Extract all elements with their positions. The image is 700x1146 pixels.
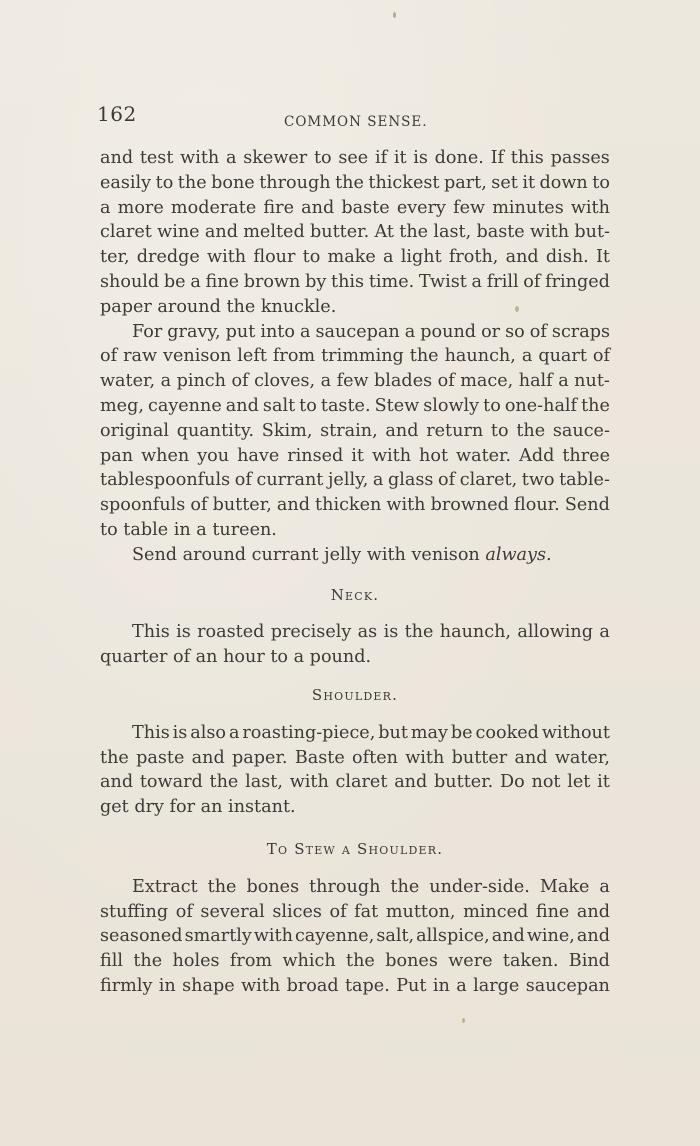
- word: Bind: [568, 951, 610, 972]
- paragraph-shoulder: [100, 721, 610, 820]
- word: baste: [476, 222, 525, 243]
- word: and: [100, 148, 134, 168]
- word: of: [437, 371, 455, 392]
- word: one-half: [504, 395, 578, 416]
- word: with: [405, 747, 445, 768]
- word: the: [133, 951, 163, 972]
- word: bones: [385, 951, 438, 972]
- word: a: [456, 975, 467, 996]
- word: and: [204, 222, 238, 243]
- text-line: [100, 369, 610, 394]
- word: table-: [559, 470, 610, 491]
- word: pound: [420, 321, 477, 342]
- word: water.: [456, 445, 512, 466]
- line-text: paper around the knuckle.: [100, 296, 337, 317]
- word: a: [299, 321, 311, 342]
- word: a: [599, 876, 610, 897]
- word: thicken: [315, 495, 382, 516]
- word: a: [100, 197, 111, 218]
- word: cayenne,: [294, 926, 375, 947]
- word: to: [313, 148, 332, 168]
- word: flour: [253, 247, 296, 268]
- word: slowly: [423, 395, 480, 416]
- word: and: [576, 926, 610, 947]
- word: this: [331, 271, 365, 292]
- word: saucepan: [315, 321, 400, 342]
- word: rinsed: [287, 445, 344, 466]
- word: and: [394, 772, 428, 793]
- word: cooked: [475, 722, 539, 743]
- word: pan: [100, 445, 134, 466]
- text-line: [100, 146, 610, 171]
- text-line: [100, 493, 610, 518]
- word: blades: [374, 371, 433, 392]
- word: mace,: [460, 371, 514, 392]
- word: set: [491, 172, 518, 193]
- word: with: [570, 197, 610, 218]
- word: hot: [419, 445, 449, 466]
- word: done.: [434, 148, 484, 168]
- word: butter.: [310, 222, 370, 243]
- word: and: [191, 747, 225, 768]
- word: Skim,: [261, 420, 313, 441]
- text-line: [100, 746, 610, 771]
- word: bones: [246, 876, 300, 897]
- word: the: [177, 172, 207, 193]
- word: melted: [243, 222, 305, 243]
- word: fringed: [545, 271, 610, 292]
- word: into: [260, 321, 295, 342]
- word: raw: [123, 346, 158, 367]
- paragraph-stew-shoulder: [100, 875, 610, 999]
- word: to: [302, 247, 321, 268]
- text-line: [100, 770, 610, 795]
- word: part,: [443, 172, 487, 193]
- word: ter,: [100, 247, 130, 268]
- word: For: [132, 321, 163, 342]
- word: gravy,: [167, 321, 221, 342]
- word: haunch,: [444, 346, 516, 367]
- word: Do: [500, 772, 525, 793]
- word: the: [516, 420, 546, 441]
- word: stuffing: [100, 901, 169, 922]
- word: roasting-piece,: [242, 722, 376, 743]
- text-line: [100, 645, 610, 670]
- word: Send: [564, 495, 610, 516]
- word: every: [396, 197, 446, 218]
- word: when: [141, 445, 190, 466]
- paper-speck: [515, 306, 519, 312]
- word: if: [374, 148, 388, 168]
- word: of: [529, 321, 547, 342]
- word: dredge: [136, 247, 200, 268]
- word: through: [259, 172, 331, 193]
- word: of: [190, 495, 208, 516]
- word: jelly,: [327, 470, 369, 491]
- word: return: [426, 420, 484, 441]
- text-line: [100, 924, 610, 949]
- word: time.: [368, 271, 415, 292]
- text-line: [100, 220, 610, 245]
- word: a: [320, 371, 332, 392]
- word: a: [404, 321, 416, 342]
- word: butter: [451, 747, 508, 768]
- word: the: [409, 346, 439, 367]
- word: baste: [341, 197, 390, 218]
- word: tablespoonfuls: [100, 470, 231, 491]
- paragraph-currant-jelly: [100, 543, 610, 568]
- word: as: [357, 622, 378, 643]
- word: the: [346, 951, 375, 972]
- text-line: [100, 196, 610, 221]
- paragraph-basting: [100, 146, 610, 320]
- word: Add: [519, 445, 555, 466]
- word: claret: [335, 772, 388, 793]
- word: of: [329, 901, 347, 922]
- word: of: [523, 271, 541, 292]
- word: flour.: [514, 495, 560, 516]
- word: quart: [538, 346, 587, 367]
- word: see: [338, 148, 369, 168]
- text-line: [100, 320, 610, 345]
- paragraph-neck: [100, 620, 610, 670]
- word: claret,: [459, 470, 518, 491]
- word: should: [100, 271, 160, 292]
- word: sauce-: [552, 420, 610, 441]
- word: firmly: [100, 975, 153, 996]
- word: fill: [100, 951, 123, 972]
- word: from: [272, 346, 316, 367]
- word: a: [599, 622, 610, 643]
- word: a: [225, 148, 237, 168]
- word: half: [518, 371, 553, 392]
- word: fine: [535, 901, 570, 922]
- word: is: [383, 622, 399, 643]
- word: three: [562, 445, 610, 466]
- word: minced: [463, 901, 529, 922]
- word: It: [595, 247, 610, 268]
- word: quantity.: [176, 420, 255, 441]
- text-line: [100, 444, 610, 469]
- page-number: 162: [97, 102, 137, 126]
- word: be: [450, 722, 473, 743]
- word: large: [473, 975, 520, 996]
- word: fire: [263, 197, 294, 218]
- word: to: [592, 172, 610, 193]
- word: currant: [256, 470, 324, 491]
- word: put: [225, 321, 256, 342]
- line-text-plain: Send around currant jelly with venison: [132, 544, 486, 565]
- word: with: [386, 495, 426, 516]
- word: and: [505, 247, 539, 268]
- word: of: [100, 346, 118, 367]
- word: last,: [245, 772, 283, 793]
- word: a: [521, 346, 533, 367]
- word: scraps: [551, 321, 610, 342]
- word: trimming: [321, 346, 404, 367]
- word: make: [327, 247, 376, 268]
- word: Twist: [418, 271, 467, 292]
- text-line: [100, 295, 610, 320]
- word: the: [404, 622, 434, 643]
- word: of: [234, 470, 252, 491]
- word: water,: [554, 747, 610, 768]
- word: more: [117, 197, 164, 218]
- word: in: [432, 975, 450, 996]
- word: the: [399, 222, 429, 243]
- word: wine: [157, 222, 200, 243]
- word: claret: [100, 222, 152, 243]
- word: or: [481, 321, 501, 342]
- word: precisely: [270, 622, 352, 643]
- word: moderate: [170, 197, 257, 218]
- word: butter,: [212, 495, 272, 516]
- word: a: [160, 371, 172, 392]
- word: water,: [100, 371, 156, 392]
- text-line: [100, 949, 610, 974]
- word: let: [567, 772, 591, 793]
- word: a: [372, 470, 384, 491]
- word: venison: [163, 346, 232, 367]
- word: saucepan: [525, 975, 610, 996]
- text-line: [100, 344, 610, 369]
- word: is: [413, 148, 428, 168]
- word: fat: [354, 901, 379, 922]
- word: butter.: [434, 772, 494, 793]
- word: in: [158, 975, 176, 996]
- section-heading-shoulder: Shoulder.: [311, 685, 399, 704]
- word: slices: [272, 901, 322, 922]
- word: it: [393, 148, 407, 168]
- word: allspice,: [416, 926, 490, 947]
- word: have: [237, 445, 280, 466]
- word: few: [336, 371, 369, 392]
- word: froth,: [448, 247, 499, 268]
- paper-speck: [462, 1018, 465, 1023]
- word: and: [301, 197, 335, 218]
- word: to: [299, 395, 317, 416]
- word: be: [163, 271, 186, 292]
- word: shape: [182, 975, 235, 996]
- word: with: [289, 772, 329, 793]
- word: and: [385, 420, 419, 441]
- word: easily: [100, 172, 152, 193]
- text-line: [100, 270, 610, 295]
- word: it: [597, 772, 610, 793]
- word: may: [410, 722, 448, 743]
- word: strain,: [320, 420, 378, 441]
- word: a: [190, 271, 201, 292]
- word: salt: [262, 395, 296, 416]
- word: Extract: [132, 876, 198, 897]
- word: browned: [430, 495, 509, 516]
- word: it: [522, 172, 536, 193]
- word: few: [453, 197, 486, 218]
- word: a: [558, 371, 569, 392]
- word: Make: [539, 876, 590, 897]
- word: meg,: [100, 395, 144, 416]
- word: This: [132, 722, 170, 743]
- paragraph-gravy: [100, 320, 610, 543]
- word: Baste: [294, 747, 345, 768]
- word: cloves,: [254, 371, 316, 392]
- text-line: [100, 468, 610, 493]
- word: tape.: [344, 975, 390, 996]
- word: you: [197, 445, 230, 466]
- word: light: [400, 247, 442, 268]
- word: the: [390, 876, 420, 897]
- line-text: get dry for an instant.: [100, 797, 296, 818]
- word: and: [576, 901, 610, 922]
- word: frill: [486, 271, 519, 292]
- word: a: [383, 247, 394, 268]
- word: from: [229, 951, 273, 972]
- paper-speck: [393, 12, 396, 18]
- word: minutes: [492, 197, 564, 218]
- word: seasoned: [100, 926, 183, 947]
- text-line: [100, 394, 610, 419]
- word: this: [510, 148, 544, 168]
- word: wine,: [526, 926, 575, 947]
- word: Put: [396, 975, 427, 996]
- word: so: [505, 321, 525, 342]
- word: nut-: [574, 371, 610, 392]
- line-text: to table in a tureen.: [100, 519, 277, 540]
- word: is: [172, 722, 188, 743]
- word: last,: [433, 222, 472, 243]
- text-line: [100, 245, 610, 270]
- word: but-: [574, 222, 610, 243]
- word: salt,: [376, 926, 415, 947]
- word: were: [448, 951, 493, 972]
- word: and: [225, 395, 259, 416]
- running-head: COMMON SENSE.: [284, 114, 428, 130]
- word: of: [175, 901, 193, 922]
- word: down: [539, 172, 588, 193]
- word: a: [228, 722, 240, 743]
- text-line: [100, 171, 610, 196]
- text-line: [100, 900, 610, 925]
- section-heading-neck: Neck.: [330, 585, 380, 604]
- section-heading-stew-shoulder: To Stew a Shoulder.: [266, 839, 444, 858]
- word: spoonfuls: [100, 495, 186, 516]
- word: with: [530, 222, 570, 243]
- text-line: [100, 620, 610, 645]
- text-line: [100, 518, 610, 543]
- word: taste.: [320, 395, 371, 416]
- page-header: [97, 102, 612, 134]
- word: through: [309, 876, 381, 897]
- word: without: [541, 722, 610, 743]
- word: toward: [139, 772, 203, 793]
- word: with: [207, 247, 247, 268]
- word: the: [207, 876, 237, 897]
- word: cayenne: [147, 395, 222, 416]
- word: allowing: [517, 622, 594, 643]
- word: haunch,: [439, 622, 512, 643]
- word: bone: [211, 172, 255, 193]
- word: is: [176, 622, 191, 643]
- line-text: [132, 543, 552, 568]
- word: the: [100, 747, 129, 768]
- word: and: [491, 926, 525, 947]
- word: also: [190, 722, 227, 743]
- word: smartly: [184, 926, 252, 947]
- word: broad: [286, 975, 339, 996]
- text-line: [100, 974, 610, 999]
- word: left: [237, 346, 267, 367]
- word: Stew: [374, 395, 420, 416]
- word: several: [200, 901, 265, 922]
- word: brown: [243, 271, 301, 292]
- word: by: [305, 271, 327, 292]
- word: and: [100, 772, 134, 793]
- word: two: [521, 470, 555, 491]
- word: of: [438, 470, 456, 491]
- word: it: [351, 445, 364, 466]
- word: This: [132, 622, 170, 643]
- text-line: [100, 875, 610, 900]
- word: mutton,: [385, 901, 456, 922]
- text-line: [100, 419, 610, 444]
- word: which: [282, 951, 336, 972]
- word: roasted: [197, 622, 265, 643]
- word: to: [490, 420, 509, 441]
- word: pinch: [176, 371, 226, 392]
- word: of: [592, 346, 610, 367]
- word: the: [209, 772, 239, 793]
- word: paste: [136, 747, 185, 768]
- word: to: [483, 395, 501, 416]
- word: If: [490, 148, 505, 168]
- line-text: quarter of an hour to a pound.: [100, 647, 372, 668]
- text-line: [100, 543, 610, 568]
- word: passes: [550, 148, 610, 168]
- text-line: [100, 721, 610, 746]
- word: to: [155, 172, 174, 193]
- word: fine: [205, 271, 240, 292]
- word: test: [139, 148, 174, 168]
- word: glass: [387, 470, 434, 491]
- word: dish.: [545, 247, 589, 268]
- word: but: [378, 722, 408, 743]
- text-line: [100, 795, 610, 820]
- word: with: [371, 445, 412, 466]
- word: not: [531, 772, 561, 793]
- word: the: [581, 395, 610, 416]
- word: under-side.: [429, 876, 530, 897]
- word: of: [231, 371, 249, 392]
- word: a: [471, 271, 483, 292]
- word: often: [352, 747, 398, 768]
- word: the: [335, 172, 364, 193]
- word: and: [276, 495, 310, 516]
- word: taken.: [502, 951, 559, 972]
- word: with: [241, 975, 281, 996]
- word: At: [374, 222, 394, 243]
- word: skewer: [243, 148, 308, 168]
- word: holes: [172, 951, 220, 972]
- word: with: [180, 148, 220, 168]
- word: original: [100, 420, 169, 441]
- line-text-italic: always.: [485, 544, 552, 565]
- word: paper.: [232, 747, 288, 768]
- word: and: [514, 747, 548, 768]
- word: thickest: [368, 172, 440, 193]
- word: with: [253, 926, 293, 947]
- page-body: [100, 146, 610, 999]
